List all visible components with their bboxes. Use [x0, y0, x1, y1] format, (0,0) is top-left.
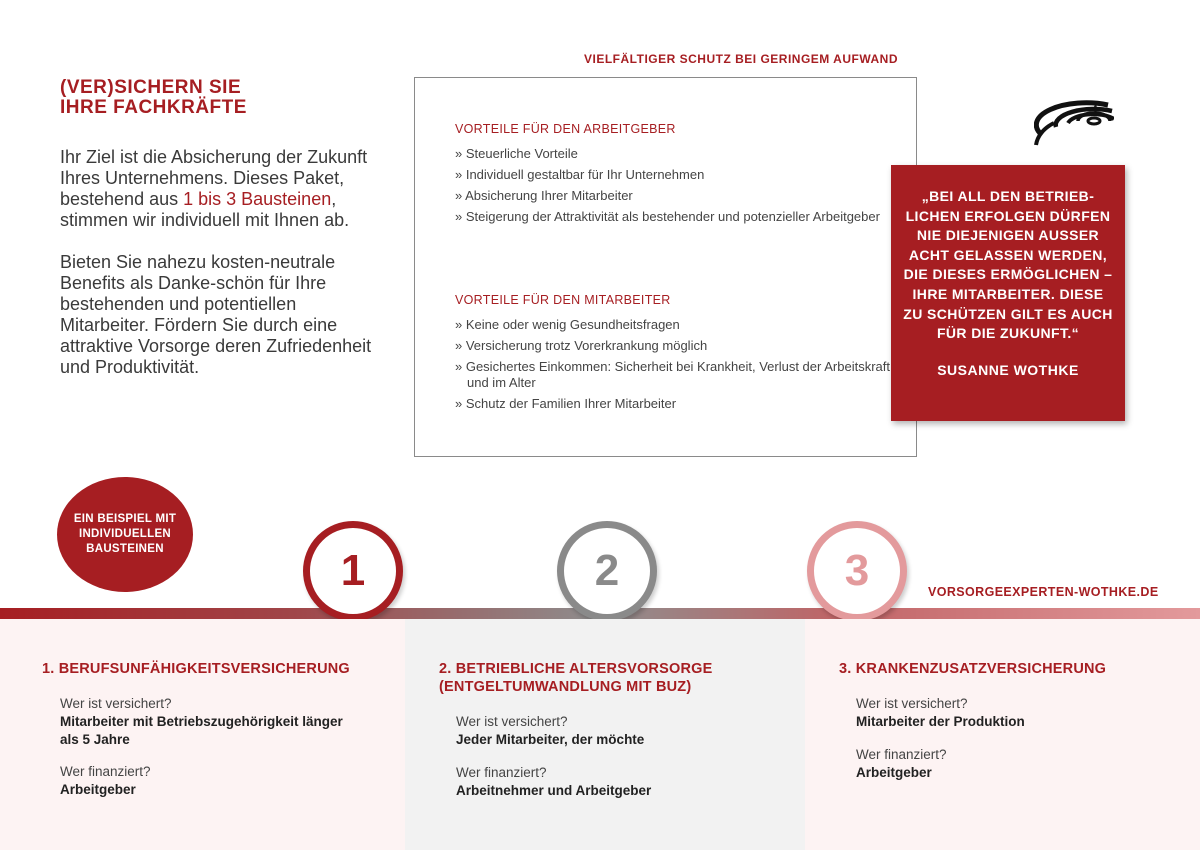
insured-label: Wer ist versichert? — [60, 696, 172, 711]
financed-label: Wer finanziert? — [60, 764, 151, 779]
module-1-column — [0, 619, 405, 850]
module-2-title: 2. BETRIEBLICHE ALTERSVORSORGE (ENTGELTUMWANDLUNG MIT BUZ) — [439, 661, 713, 695]
insured-value: Jeder Mitarbeiter, der möchte — [456, 732, 645, 747]
insured-value: Mitarbeiter mit Betriebszugehörigkeit länger als 5 Jahre — [60, 714, 343, 747]
list-item: » Schutz der Familien Ihrer Mitarbeiter — [455, 396, 677, 411]
intro-paragraph-2: Bieten Sie nahezu kosten-neutrale Benefits als Danke-schön für Ihre bestehenden und potentiellen Mitarbeiter. Fördern Sie durch eine attraktive Vorsorge deren Zufriedenheit und Produktivität. — [60, 252, 372, 377]
financed-value: Arbeitgeber — [856, 765, 932, 780]
module-3-insured — [856, 695, 1156, 731]
list-item: » Individuell gestaltbar für Ihr Unternehmen — [455, 167, 705, 182]
financed-value: Arbeitgeber — [60, 782, 136, 797]
headline-line-2: IHRE FACHKRÄFTE — [60, 97, 247, 118]
employer-benefits-title: VORTEILE FÜR DEN ARBEITGEBER — [455, 122, 676, 136]
benefits-box — [414, 77, 917, 457]
list-item: » Gesichertes Einkommen: Sicherheit bei Krankheit, Verlust der Arbeitskraft und im Alter — [455, 359, 890, 390]
module-1-title: 1. BERUFSUNFÄHIGKEITSVERSICHERUNG — [42, 661, 350, 677]
website-url: VORSORGEEXPERTEN-WOTHKE.DE — [928, 585, 1159, 599]
employee-benefits — [455, 293, 895, 417]
module-2-financed — [456, 764, 756, 800]
module-3-title: 3. KRANKENZUSATZVERSICHERUNG — [839, 661, 1107, 677]
example-badge — [57, 477, 193, 592]
headline-line-1: (VER)SICHERN SIE — [60, 77, 242, 98]
quote-author: SUSANNE WOTHKE — [937, 361, 1079, 378]
quote-box — [891, 165, 1125, 421]
list-item: » Versicherung trotz Vorerkrankung möglich — [455, 338, 708, 353]
ripple-drop-logo-icon — [1034, 97, 1114, 149]
insured-label: Wer ist versichert? — [856, 696, 968, 711]
list-item: » Absicherung Ihrer Mitarbeiter — [455, 188, 633, 203]
insured-label: Wer ist versichert? — [456, 714, 568, 729]
top-caption: VIELFÄLTIGER SCHUTZ BEI GERINGEM AUFWAND — [584, 52, 898, 66]
quote-text: „BEI ALL DEN BETRIEB-LICHEN ERFOLGEN DÜRFEN NIE DIEJENIGEN AUSSER ACHT GELASSEN WERDEN, DIE DIESES ERMÖGLICHEN – IHRE MITARBEITER. DIESE ZU SCHÜTZEN GILT ES AUCH FÜR DIE ZUKUNFT.“ — [903, 188, 1113, 342]
employer-benefits — [455, 122, 895, 230]
list-item: » Steuerliche Vorteile — [455, 146, 578, 161]
module-1-insured — [60, 695, 360, 749]
step-3-circle: 3 — [807, 521, 907, 621]
page-headline — [60, 78, 360, 118]
list-item: » Keine oder wenig Gesundheitsfragen — [455, 317, 680, 332]
intro-highlight: 1 bis 3 Bausteinen — [183, 189, 332, 209]
intro-paragraph-1: Ihr Ziel ist die Absicherung der Zukunft Ihres Unternehmens. Dieses Paket, bestehend aus 1 bis 3 Bausteinen, stimmen wir individuell mit Ihnen ab. — [60, 147, 368, 230]
insured-value: Mitarbeiter der Produktion — [856, 714, 1025, 729]
example-badge-text: EIN BEISPIEL MIT INDIVIDUELLEN BAUSTEINEN — [73, 513, 177, 555]
module-3-financed — [856, 746, 1156, 782]
employee-benefits-title: VORTEILE FÜR DEN MITARBEITER — [455, 293, 671, 307]
module-3-column — [805, 619, 1200, 850]
step-1-circle: 1 — [303, 521, 403, 621]
intro-text — [60, 147, 380, 399]
module-2-insured — [456, 713, 756, 749]
financed-label: Wer finanziert? — [456, 765, 547, 780]
module-2-column — [405, 619, 805, 850]
financed-value: Arbeitnehmer und Arbeitgeber — [456, 783, 652, 798]
module-1-financed — [60, 763, 360, 799]
financed-label: Wer finanziert? — [856, 747, 947, 762]
step-2-circle: 2 — [557, 521, 657, 621]
list-item: » Steigerung der Attraktivität als bestehender und potenzieller Arbeitgeber — [455, 209, 880, 224]
